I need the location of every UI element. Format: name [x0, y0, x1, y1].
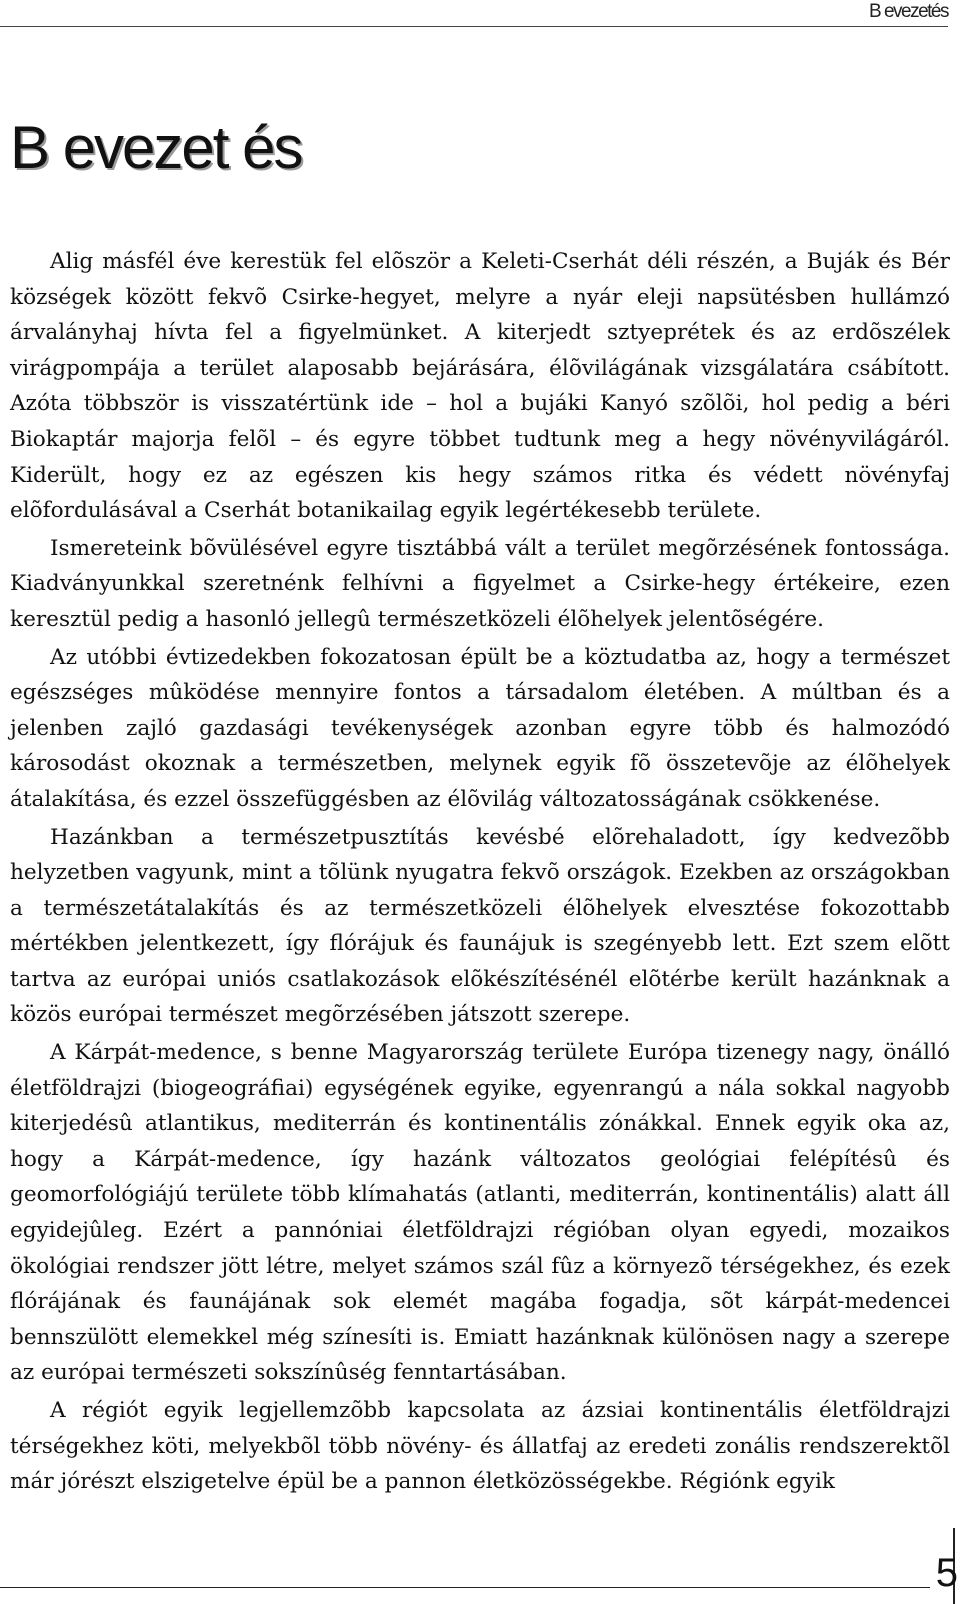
paragraph: Hazánkban a természetpusztítás kevésbé elõrehaladott, így kedvezõbb helyzetben vagyunk, mint a tõlünk nyugatra fekvõ országok. Ezekben az országokban a természetátalakítás és az természetközeli élõhelyek elvesztése fokozottabb mértékben jelentkezett, így flórájuk és faunájuk is szegényebb lett. Ezt szem elõtt tartva az európai uniós csatlakozások elõkészítésénél elõtérbe került hazánknak a közös európai természet megõrzésében játszott szerepe. [10, 824, 950, 1028]
footer-rule [0, 1587, 930, 1588]
paragraph: Ismereteink bõvülésével egyre tisztábbá vált a terület megõrzésének fontossága. Kiadványunkkal szeretnénk felhívni a figyelmet a Csirke-hegy értékeire, ezen keresztül pedig a hasonló jellegû természetközeli élõhelyek jelentõségére. [10, 535, 950, 632]
paragraph: Alig másfél éve kerestük fel elõször a Keleti-Cserhát déli részén, a Buják és Bér községek között fekvõ Csirke-hegyet, melyre a nyár eleji napsütésben hullámzó árvalányhaj hívta fel a figyelmünket. A kiterjedt sztyeprétek és az erdõszélek virágpompája a terület alaposabb bejárására, élõvilágának vizsgálatára csábított. Azóta többször is visszatértünk ide – hol a bujáki Kanyó szõlõi, hol pedig a béri Biokaptár majorja felõl – és egyre többet tudtunk meg a hegy növényvilágáról. Kiderült, hogy ez az egészen kis hegy számos ritka és védett növényfaj elõfordulásával a Cserhát botanikailag egyik legértékesebb területe. [10, 249, 950, 524]
paragraph: A régiót egyik legjellemzõbb kapcsolata az ázsiai kontinentális életföldrajzi térségekhez köti, melyekbõl több növény- és állatfaj az eredeti zonális rendszerektõl már jórészt elszigetelve épül be a pannon életközösségekbe. Régiónk egyik [10, 1398, 950, 1495]
running-header-title: B evezetés [869, 1, 948, 22]
body-text [10, 244, 950, 1500]
running-header [0, 0, 948, 27]
paragraph: Az utóbbi évtizedekben fokozatosan épült be a köztudatba az, hogy a természet egészséges mûködése mennyire fontos a társadalom életében. A múltban és a jelenben zajló gazdasági tevékenységek azonban egyre több és halmozódó károsodást okoznak a természetben, melynek egyik fõ összetevõje az élõhelyek átalakítása, és ezzel összefüggésben az élõvilág változatosságának csökkenése. [10, 644, 950, 812]
chapter-title: B evezet és [10, 114, 302, 181]
page-number: 5 [935, 1551, 958, 1595]
paragraph: A Kárpát-medence, s benne Magyarország területe Európa tizenegy nagy, önálló életföldrajzi (biogeográfiai) egységének egyike, egyenrangú a nála sokkal nagyobb kiterjedésû atlantikus, mediterrán és kontinentális zónákkal. Ennek egyik oka az, hogy a Kárpát-medence, így hazánk változatos geológiai felépítésû és geomorfológiájú területe több klímahatás (atlanti, mediterrán, kontinentális) alatt áll egyidejûleg. Ezért a pannóniai életföldrajzi régióban olyan egyedi, mozaikos ökológiai rendszer jött létre, melyet számos szál fûz a környezõ térségekhez, és ezek flórájának és faunájának sok elemét magába fogadja, sõt kárpát-medencei bennszülött elemekkel még színesíti is. Emiatt hazánknak különösen nagy a szerepe az európai természeti sokszínûség fenntartásában. [10, 1040, 950, 1386]
